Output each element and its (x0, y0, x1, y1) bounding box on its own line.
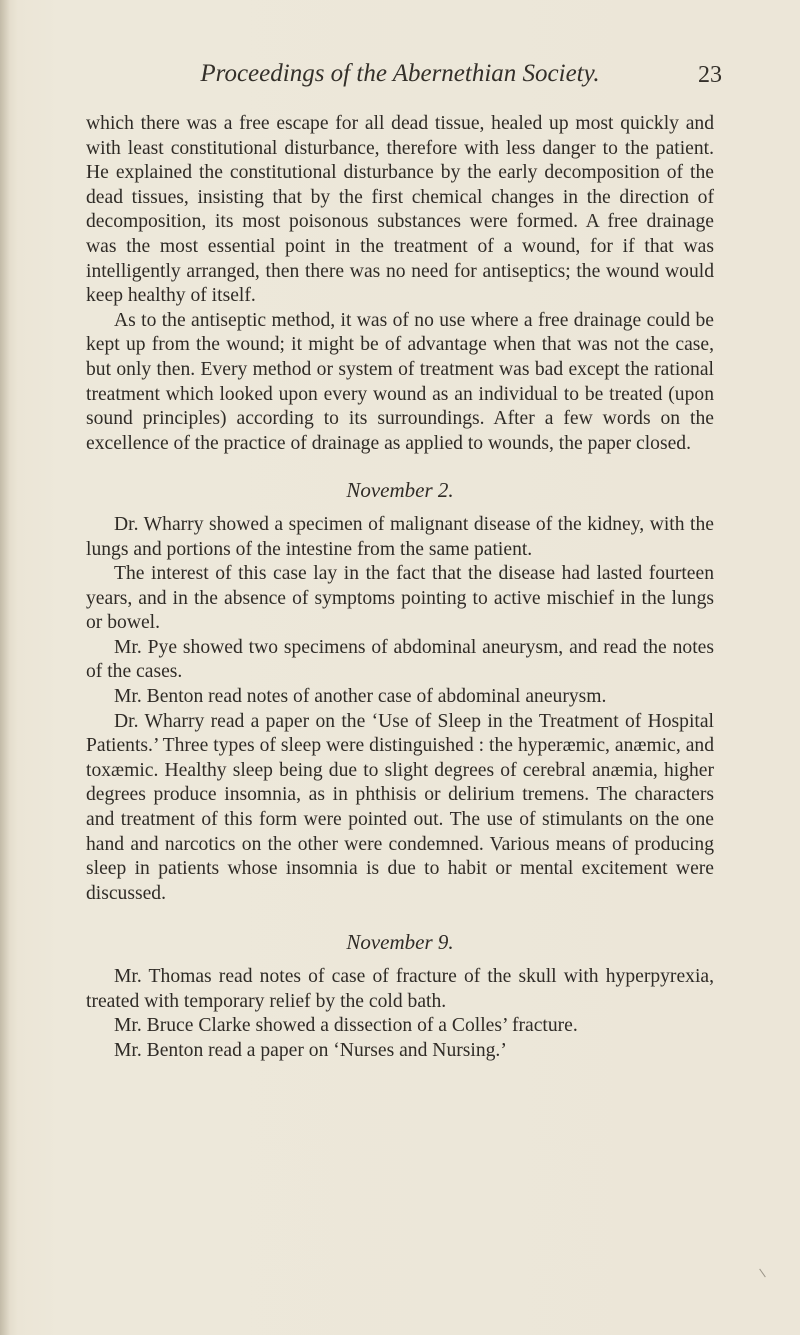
page-body (86, 112, 714, 1063)
paragraph: Mr. Benton read notes of another case of abdominal aneurysm. (114, 686, 607, 708)
paragraph: Mr. Thomas read notes of case of fracture of the skull with hyperpyrexia, treated with temporary relief by the cold bath. (86, 966, 714, 1012)
paragraph: The interest of this case lay in the fact that the disease had lasted fourteen years, and in the absence of symptoms pointing to active mischief in the lungs or bowel. (86, 563, 714, 634)
section-heading: November 2. (346, 478, 454, 503)
paragraph: Dr. Wharry read a paper on the ‘Use of Sleep in the Treatment of Hospital Patients.’ Three types of sleep were distinguished : the hyperæmic, anæmic, and toxæmic. Healthy sleep being due to slight degrees of cerebral anæmia, higher degrees produce insomnia, as in phthisis or delirium tremens. The characters and treatment of this form were pointed out. The use of stimulants on the one hand and narcotics on the other were condemned. Various means of producing sleep in patients whose insomnia is due to habit or mental excitement were discussed. (86, 710, 714, 904)
paragraph: Mr. Benton read a paper on ‘Nurses and Nursing.’ (114, 1039, 507, 1061)
page-edge-shadow (0, 0, 10, 1335)
paragraph: which there was a free escape for all dead tissue, healed up most quickly and with least constitutional disturbance, therefore with less danger to the patient. He explained the constitutional disturbance by the early decomposition of the dead tissues, insisting that by the first chemical changes in the direction of decomposition, its most poisonous substances were formed. A free drainage was the most essential point in the treatment of a wound, for if that was intelligently arranged, then there was no need for antiseptics; the wound would keep healthy of itself. (86, 113, 714, 307)
paragraph: As to the antiseptic method, it was of no use where a free drainage could be kept up from the wound; it might be of advantage when that was not the case, but only then. Every method or system of treatment was bad except the rational treatment which looked upon every wound as an individual to be treated (upon sound principles) according to its surroundings. After a few words on the excellence of the practice of drainage as applied to wounds, the paper closed. (86, 309, 714, 454)
paragraph: Mr. Pye showed two specimens of abdominal aneurysm, and read the notes of the cases. (86, 636, 714, 683)
running-title: Proceedings of the Abernethian Society. (200, 60, 600, 87)
paragraph: Mr. Bruce Clarke showed a dissection of a Colles’ fracture. (114, 1015, 578, 1037)
paragraph: Dr. Wharry showed a specimen of malignant disease of the kidney, with the lungs and portions of the intestine from the same patient. (86, 513, 714, 560)
section-heading: November 9. (346, 930, 454, 955)
page-header (0, 60, 800, 100)
page-number: 23 (698, 62, 722, 88)
margin-mark (759, 1269, 766, 1278)
